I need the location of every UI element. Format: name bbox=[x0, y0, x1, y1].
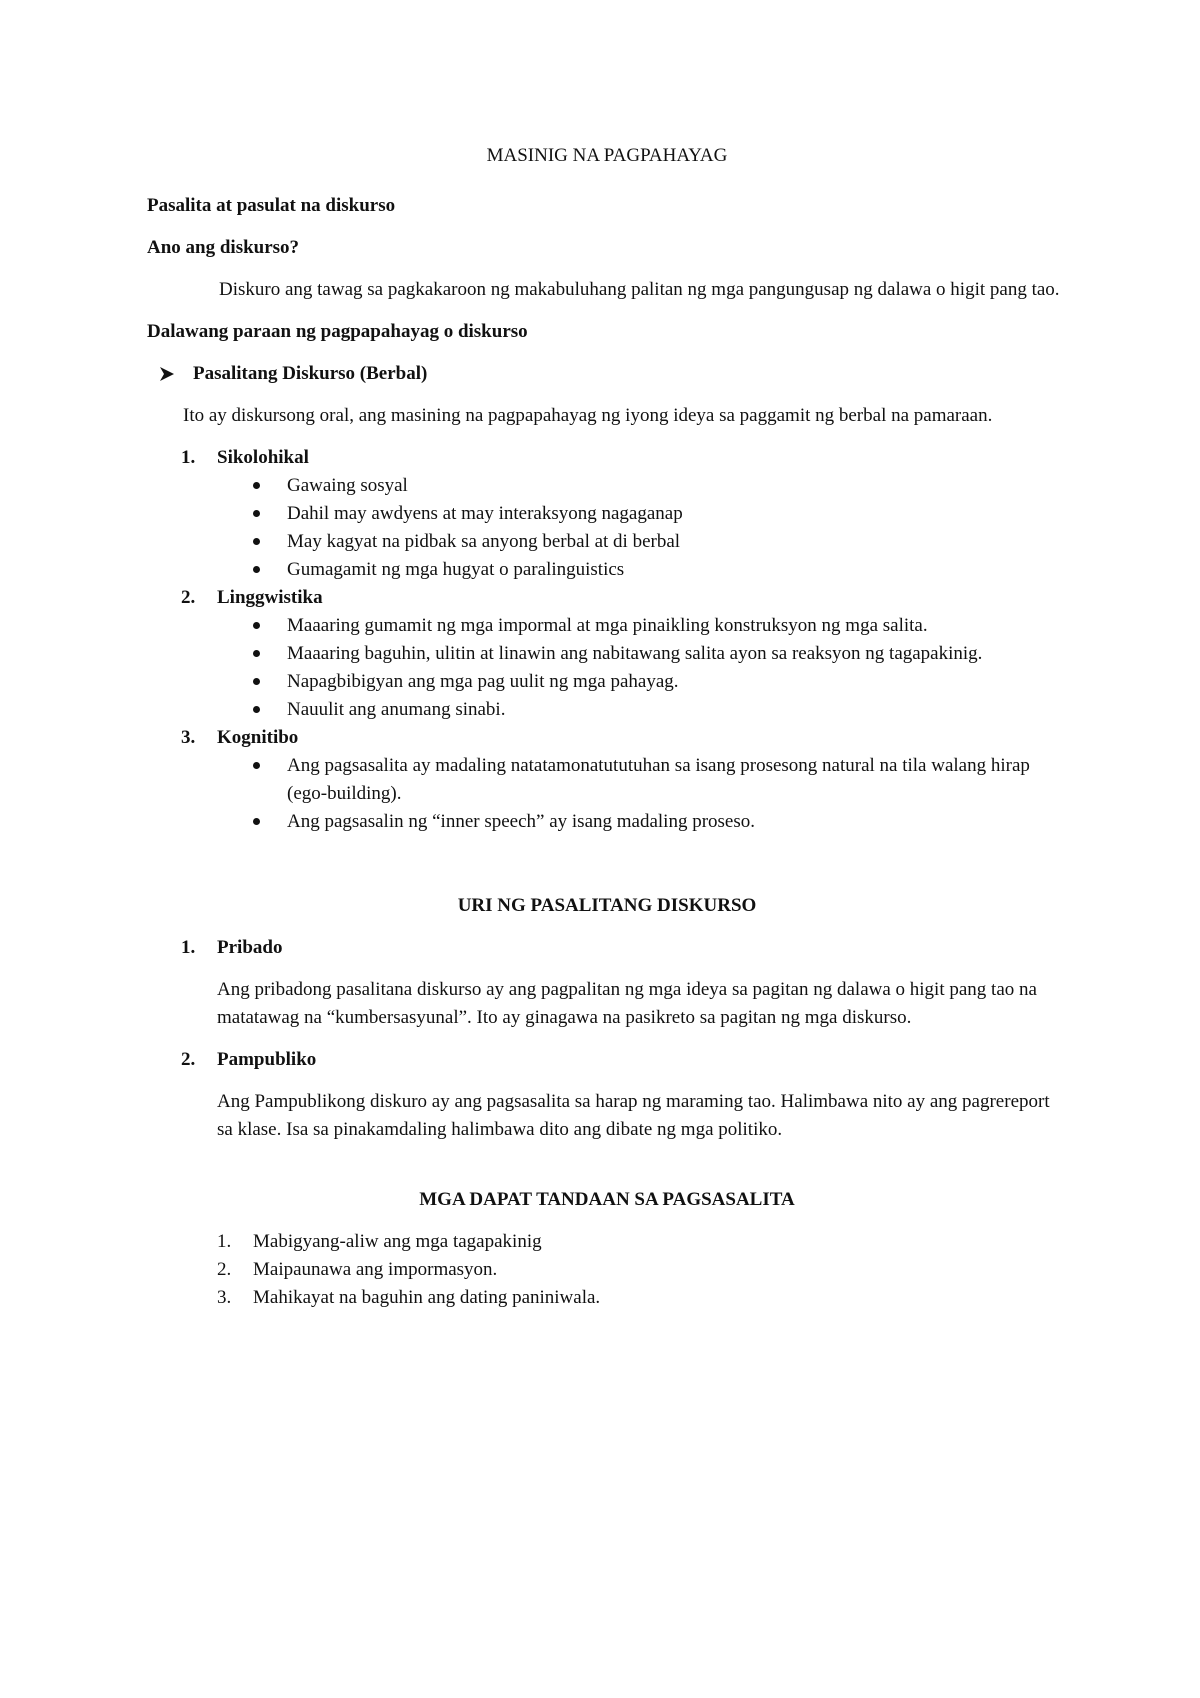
list-item: Ang pagsasalin ng “inner speech” ay isang madaling proseso. bbox=[251, 808, 1067, 836]
para-diskuro: Diskuro ang tawag sa pagkakaroon ng makabuluhang palitan ng mga pangungusap ng dalawa o higit pang tao. bbox=[219, 279, 1060, 300]
list-item: Gumagamit ng mga hugyat o paralinguistics bbox=[251, 556, 1067, 584]
bullet-dot-icon bbox=[251, 500, 287, 528]
uri-text: Ang Pampublikong diskuro ay ang pagsasalita sa harap ng maraming tao. Halimbawa nito ay ang pagrereport sa klase. Isa sa pinakamdaling halimbawa dito ang dibate ng mga politiko. bbox=[217, 1091, 1050, 1140]
section-title: Sikolohikal bbox=[217, 447, 309, 468]
uri-title: Pribado bbox=[217, 937, 283, 958]
document-page bbox=[147, 142, 1067, 1312]
arrow-item bbox=[159, 360, 1067, 388]
uri-text: Ang pribadong pasalitana diskurso ay ang pagpalitan ng mga ideya sa pagitan ng dalawa o higit pang tao na matatawag na “kumbersasyunal”. Ito ay ginagawa na pasikreto sa pagitan ng mga diskurso. bbox=[217, 979, 1037, 1028]
bullet-dot-icon bbox=[251, 472, 287, 500]
bullet-dot-icon bbox=[251, 808, 287, 836]
section-number: 2. bbox=[181, 587, 196, 608]
bullet-dot-icon bbox=[251, 696, 287, 724]
section-sikolohikal bbox=[147, 444, 1067, 584]
bullet-dot-icon bbox=[251, 528, 287, 556]
uri-title: Pampubliko bbox=[217, 1049, 317, 1070]
arrowhead-bullet-icon bbox=[159, 360, 193, 388]
section-title: Kognitibo bbox=[217, 727, 299, 748]
title-uri: URI NG PASALITANG DISKURSO bbox=[457, 895, 757, 916]
heading-ano: Ano ang diskurso? bbox=[147, 237, 300, 258]
section-title: Linggwistika bbox=[217, 587, 323, 608]
tandaan-list bbox=[217, 1228, 1067, 1312]
list-item: Ang pagsasalita ay madaling natatamonatututuhan sa isang prosesong natural na tila walang hirap (ego-building). bbox=[251, 752, 1067, 808]
title-tandaan: MGA DAPAT TANDAAN SA PAGSASALITA bbox=[419, 1189, 795, 1210]
document-title: MASINIG NA PAGPAHAYAG bbox=[486, 145, 728, 166]
bullet-dot-icon bbox=[251, 612, 287, 640]
uri-number: 2. bbox=[181, 1049, 196, 1070]
uri-item-pampubliko bbox=[147, 1046, 1067, 1144]
uri-number: 1. bbox=[181, 937, 196, 958]
section-number: 1. bbox=[181, 447, 196, 468]
list-item: Dahil may awdyens at may interaksyong nagaganap bbox=[251, 500, 1067, 528]
list-item: Maaaring baguhin, ulitin at linawin ang nabitawang salita ayon sa reaksyon ng tagapakinig. bbox=[251, 640, 1067, 668]
bullet-dot-icon bbox=[251, 668, 287, 696]
uri-item-pribado bbox=[147, 934, 1067, 1032]
bullet-dot-icon bbox=[251, 752, 287, 808]
list-item: May kagyat na pidbak sa anyong berbal at di berbal bbox=[251, 528, 1067, 556]
list-item: 3. Mahikayat na baguhin ang dating paniniwala. bbox=[217, 1287, 601, 1308]
list-item: 2. Maipaunawa ang impormasyon. bbox=[217, 1259, 498, 1280]
section-linggwistika bbox=[147, 584, 1067, 724]
arrow-heading: Pasalitang Diskurso (Berbal) bbox=[193, 363, 428, 384]
bullet-dot-icon bbox=[251, 640, 287, 668]
bullet-dot-icon bbox=[251, 556, 287, 584]
katangian-list bbox=[147, 444, 1067, 836]
list-item: Maaaring gumamit ng mga impormal at mga pinaikling konstruksyon ng mga salita. bbox=[251, 612, 1067, 640]
list-item: Nauulit ang anumang sinabi. bbox=[251, 696, 1067, 724]
section-number: 3. bbox=[181, 727, 196, 748]
list-item: 1. Mabigyang-aliw ang mga tagapakinig bbox=[217, 1231, 542, 1252]
section-kognitibo bbox=[147, 724, 1067, 836]
list-item: Gawaing sosyal bbox=[251, 472, 1067, 500]
uri-list bbox=[147, 934, 1067, 1144]
heading-pasalita: Pasalita at pasulat na diskurso bbox=[147, 195, 396, 216]
list-item: Napagbibigyan ang mga pag uulit ng mga pahayag. bbox=[251, 668, 1067, 696]
heading-dalawang-paraan: Dalawang paraan ng pagpapahayag o diskurso bbox=[147, 321, 528, 342]
para-ito: Ito ay diskursong oral, ang masining na pagpapahayag ng iyong ideya sa paggamit ng berbal na pamaraan. bbox=[183, 405, 993, 426]
